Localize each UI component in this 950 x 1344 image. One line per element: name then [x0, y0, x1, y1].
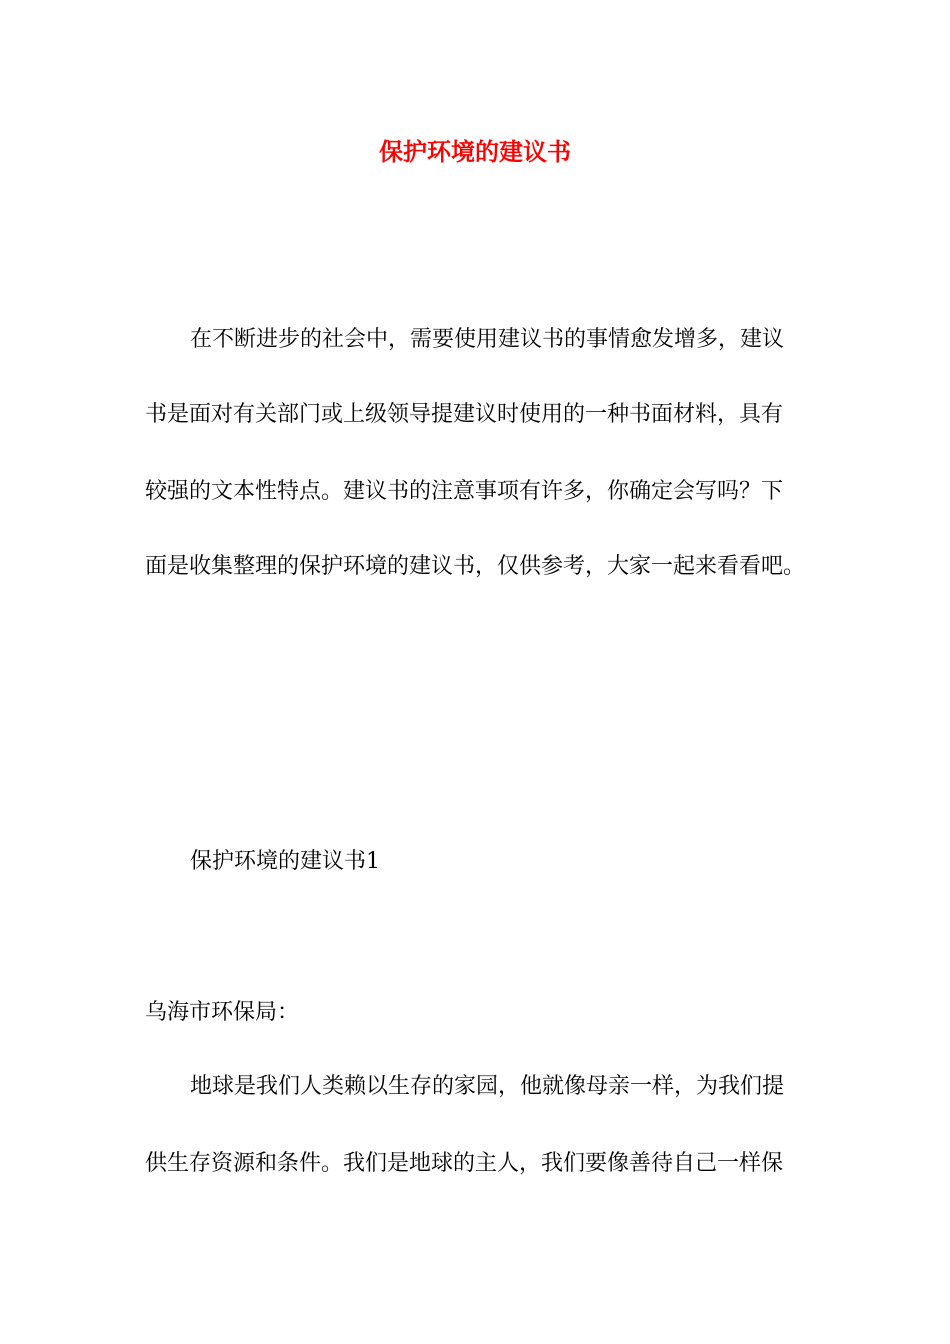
body-line-1: 地球是我们人类赖以生存的家园，他就像母亲一样，为我们提 [190, 1074, 785, 1099]
intro-line-1: 在不断进步的社会中，需要使用建议书的事情愈发增多，建议 [190, 327, 785, 352]
intro-line-4: 面是收集整理的保护环境的建议书，仅供参考，大家一起来看看吧。 [145, 554, 806, 579]
intro-line-3: 较强的文本性特点。建议书的注意事项有许多，你确定会写吗？下 [145, 479, 784, 504]
document-title: 保护环境的建议书 [379, 137, 571, 166]
intro-line-2: 书是面对有关部门或上级领导提建议时使用的一种书面材料，具有 [145, 402, 784, 427]
body-line-2: 供生存资源和条件。我们是地球的主人，我们要像善待自己一样保 [145, 1151, 784, 1176]
section-heading: 保护环境的建议书1 [190, 849, 380, 874]
salutation: 乌海市环保局： [145, 1000, 300, 1025]
